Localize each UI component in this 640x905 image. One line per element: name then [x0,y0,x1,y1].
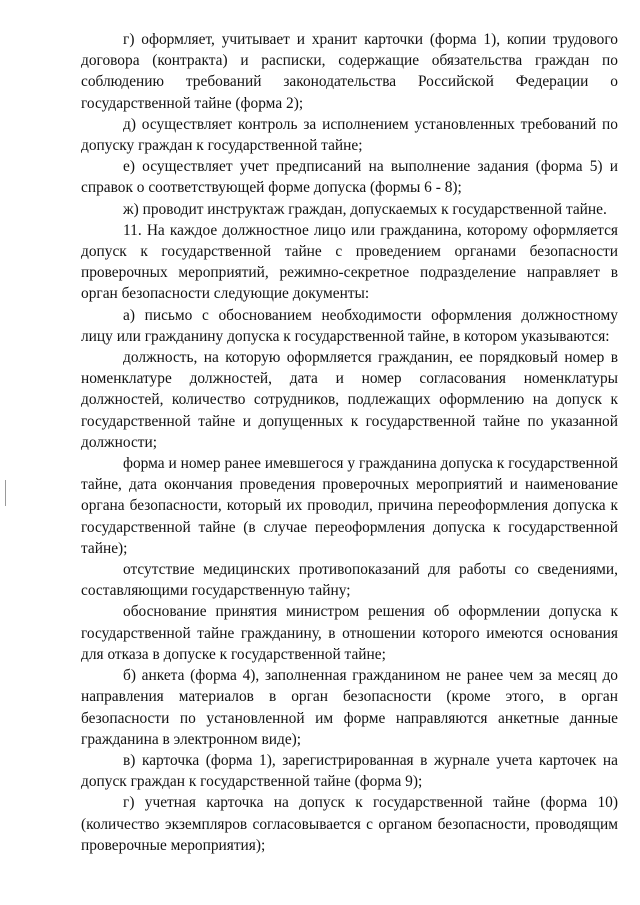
paragraph-previous-clearance: форма и номер ранее имевшегося у гражданина допуска к государственной тайне, дата окончания проведения проверочных мероприятий и наименование органа безопасности, который их проводил, причина переоформления допуска к государственной тайне (в случае переоформления допуска к государственной тайне); [81,455,618,557]
paragraph-g-cards: г) оформляет, учитывает и хранит карточки (форма 1), копии трудового договора (контракта) и расписки, содержащие обязательства граждан по соблюдению требований законодательства Российской Федерации о государственной тайне (форма 2); [81,31,618,112]
paragraph-zh-briefing: ж) проводит инструктаж граждан, допускаемых к государственной тайне. [123,200,607,218]
paragraph-d-control: д) осуществляет контроль за исполнением установленных требований по допуску граждан к государственной тайне; [81,115,618,155]
paragraph-position: должность, на которую оформляется гражданин, ее порядковый номер в номенклатуре должностей, дата и номер согласования номенклатуры должностей, количество сотрудников, подлежащих оформлению на допуск к государственной тайне и допущенных к государственной тайне по указанной должности; [81,349,618,451]
paragraph-a-letter: а) письмо с обоснованием необходимости оформления должностному лицу или гражданину допуска к государственной тайне, в котором указываются: [81,306,618,345]
paragraph-medical: отсутствие медицинских противопоказаний для работы со сведениями, составляющими государственную тайну; [81,561,618,600]
paragraph-v-card: в) карточка (форма 1), зарегистрированная в журнале учета карточек на допуск граждан к государственной тайне (форма 9); [81,751,618,791]
paragraph-e-accounting: е) осуществляет учет предписаний на выполнение задания (форма 5) и справок о соответствующей форме допуска (формы 6 - 8); [81,158,618,197]
paragraph-justification: обоснование принятия министром решения об оформлении допуска к государственной тайне гражданину, в отношении которого имеются основания для отказа в допуске к государственной тайне; [81,603,618,663]
paragraph-11-documents: 11. На каждое должностное лицо или гражданина, которому оформляется допуск к государственной тайне с проведением органами безопасности проверочных мероприятий, режимно-секретное подразделение направляет в орган безопасности следующие документы: [81,221,618,303]
paragraph-b-questionnaire: б) анкета (форма 4), заполненная гражданином не ранее чем за месяц до направления материалов в орган безопасности (кроме этого, в орган безопасности по установленной им форме направляются анкетные данные гражданина в электронном виде); [81,667,618,748]
paragraph-g-record-card: г) учетная карточка на допуск к государственной тайне (форма 10) (количество экземпляров согласовывается с органом безопасности, проводящим проверочные мероприятия); [81,794,618,854]
scan-edge-mark [5,480,6,506]
document-body [81,29,618,856]
